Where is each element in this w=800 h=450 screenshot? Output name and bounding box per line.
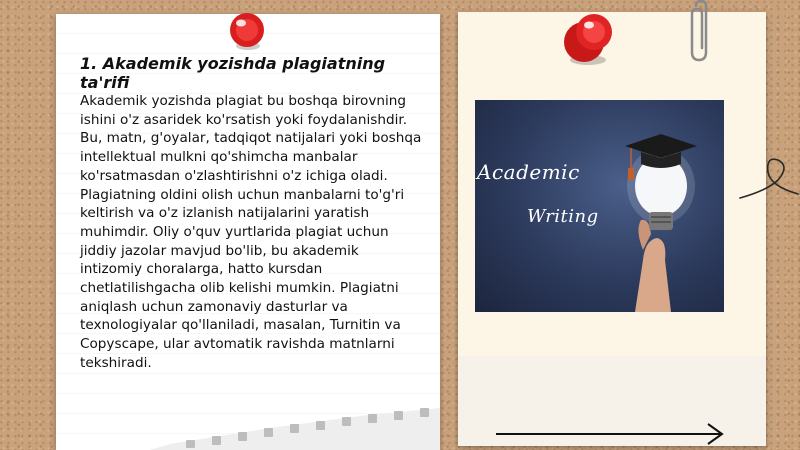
swirl-doodle bbox=[738, 150, 800, 210]
paperclip-icon bbox=[686, 0, 716, 64]
pushpin-icon bbox=[560, 10, 618, 68]
image-caption-academic: Academic bbox=[477, 160, 580, 184]
torn-paper-edge bbox=[150, 400, 440, 450]
pushpin-icon bbox=[226, 8, 270, 52]
slide-title: 1. Akademik yozishda plagiatning ta'rifi bbox=[80, 54, 386, 92]
arrow-right-icon bbox=[494, 420, 726, 448]
hand-shape bbox=[635, 220, 671, 312]
slide-body-text: Akademik yozishda plagiat bu boshqa birovning ishini o'z asaridek ko'rsatish yoki foydalanishdir. Bu, matn, g'oyalar, tadqiqot natijalari yoki boshqa intellektual mulkni qo'shimcha manbalar ko'rsatmasdan o'zlashtirishni o'z ichiga oladi. Plagiatning oldini olish uchun manbalarni to'g'ri keltirish va o'z izlanish natijalarini yaratish muhimdir. Oliy o'quv yurtlarida plagiat uchun jiddiy jazolar mavjud bo'lib, bu akademik intizomiy choralarga, hatto kursdan chetlatilishgacha olib kelishi mumkin. Plagiatni aniqlash uchun zamonaviy dasturlar va texnologiyalar qo'llaniladi, masalan, Turnitin va Copyscape, ular avtomatik ravishda matnlarni tekshiradi. bbox=[80, 93, 422, 371]
image-caption-writing: Writing bbox=[527, 206, 599, 227]
academic-writing-image bbox=[475, 100, 724, 312]
